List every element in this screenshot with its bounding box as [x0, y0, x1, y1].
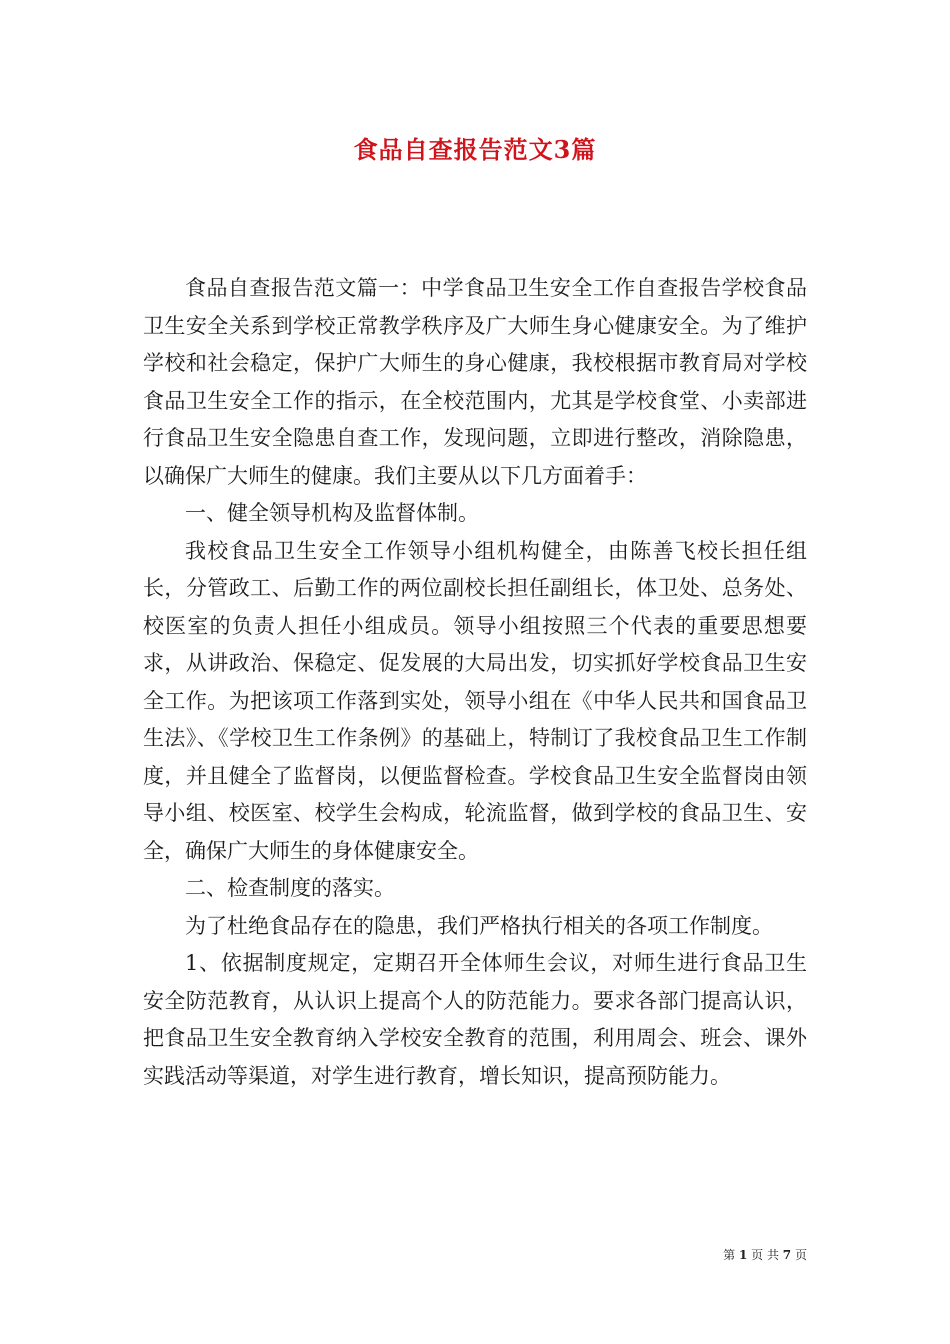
- footer-prefix: 第: [723, 1248, 736, 1262]
- section-heading-2: 二、检查制度的落实。: [185, 876, 395, 900]
- document-body: [143, 270, 807, 1095]
- document-title: 食品自查报告范文3篇: [353, 135, 597, 164]
- paragraph-leadership: 我校食品卫生安全工作领导小组机构健全，由陈善飞校长担任组长，分管政工、后勤工作的两位副校长担任副组长，体卫处、总务处、校医室的负责人担任小组成员。领导小组按照三个代表的重要思想要求，从讲政治、保稳定、促发展的大局出发，切实抓好学校食品卫生安全工作。为把该项工作落到实处，领导小组在《中华人民共和国食品卫生法》、《学校卫生工作条例》的基础上，特制订了我校食品卫生工作制度，并且健全了监督岗，以便监督检查。学校食品卫生安全监督岗由领导小组、校医室、校学生会构成，轮流监督，做到学校的食品卫生、安全，确保广大师生的身体健康安全。: [143, 538, 807, 863]
- footer-suffix: 页: [794, 1248, 807, 1262]
- footer-current-page: 1: [738, 1248, 748, 1262]
- page-footer: [723, 1247, 807, 1263]
- paragraph-item-1: 1、依据制度规定，定期召开全体师生会议，对师生进行食品卫生安全防范教育，从认识上提高个人的防范能力。要求各部门提高认识，把食品卫生安全教育纳入学校安全教育的范围，利用周会、班会、课外实践活动等渠道，对学生进行教育，增长知识，提高预防能力。: [143, 951, 807, 1088]
- paragraph-intro: 食品自查报告范文篇一：中学食品卫生安全工作自查报告学校食品卫生安全关系到学校正常教学秩序及广大师生身心健康安全。为了维护学校和社会稳定，保护广大师生的身心健康，我校根据市教育局对学校食品卫生安全工作的指示，在全校范围内，尤其是学校食堂、小卖部进行食品卫生安全隐患自查工作，发现问题，立即进行整改，消除隐患，以确保广大师生的健康。我们主要从以下几方面着手：: [143, 276, 807, 488]
- footer-total-pages: 7: [782, 1248, 792, 1262]
- paragraph-system: 为了杜绝食品存在的隐患，我们严格执行相关的各项工作制度。: [185, 913, 773, 938]
- section-heading-1: 一、健全领导机构及监督体制。: [185, 501, 479, 525]
- footer-middle: 页 共: [751, 1248, 779, 1262]
